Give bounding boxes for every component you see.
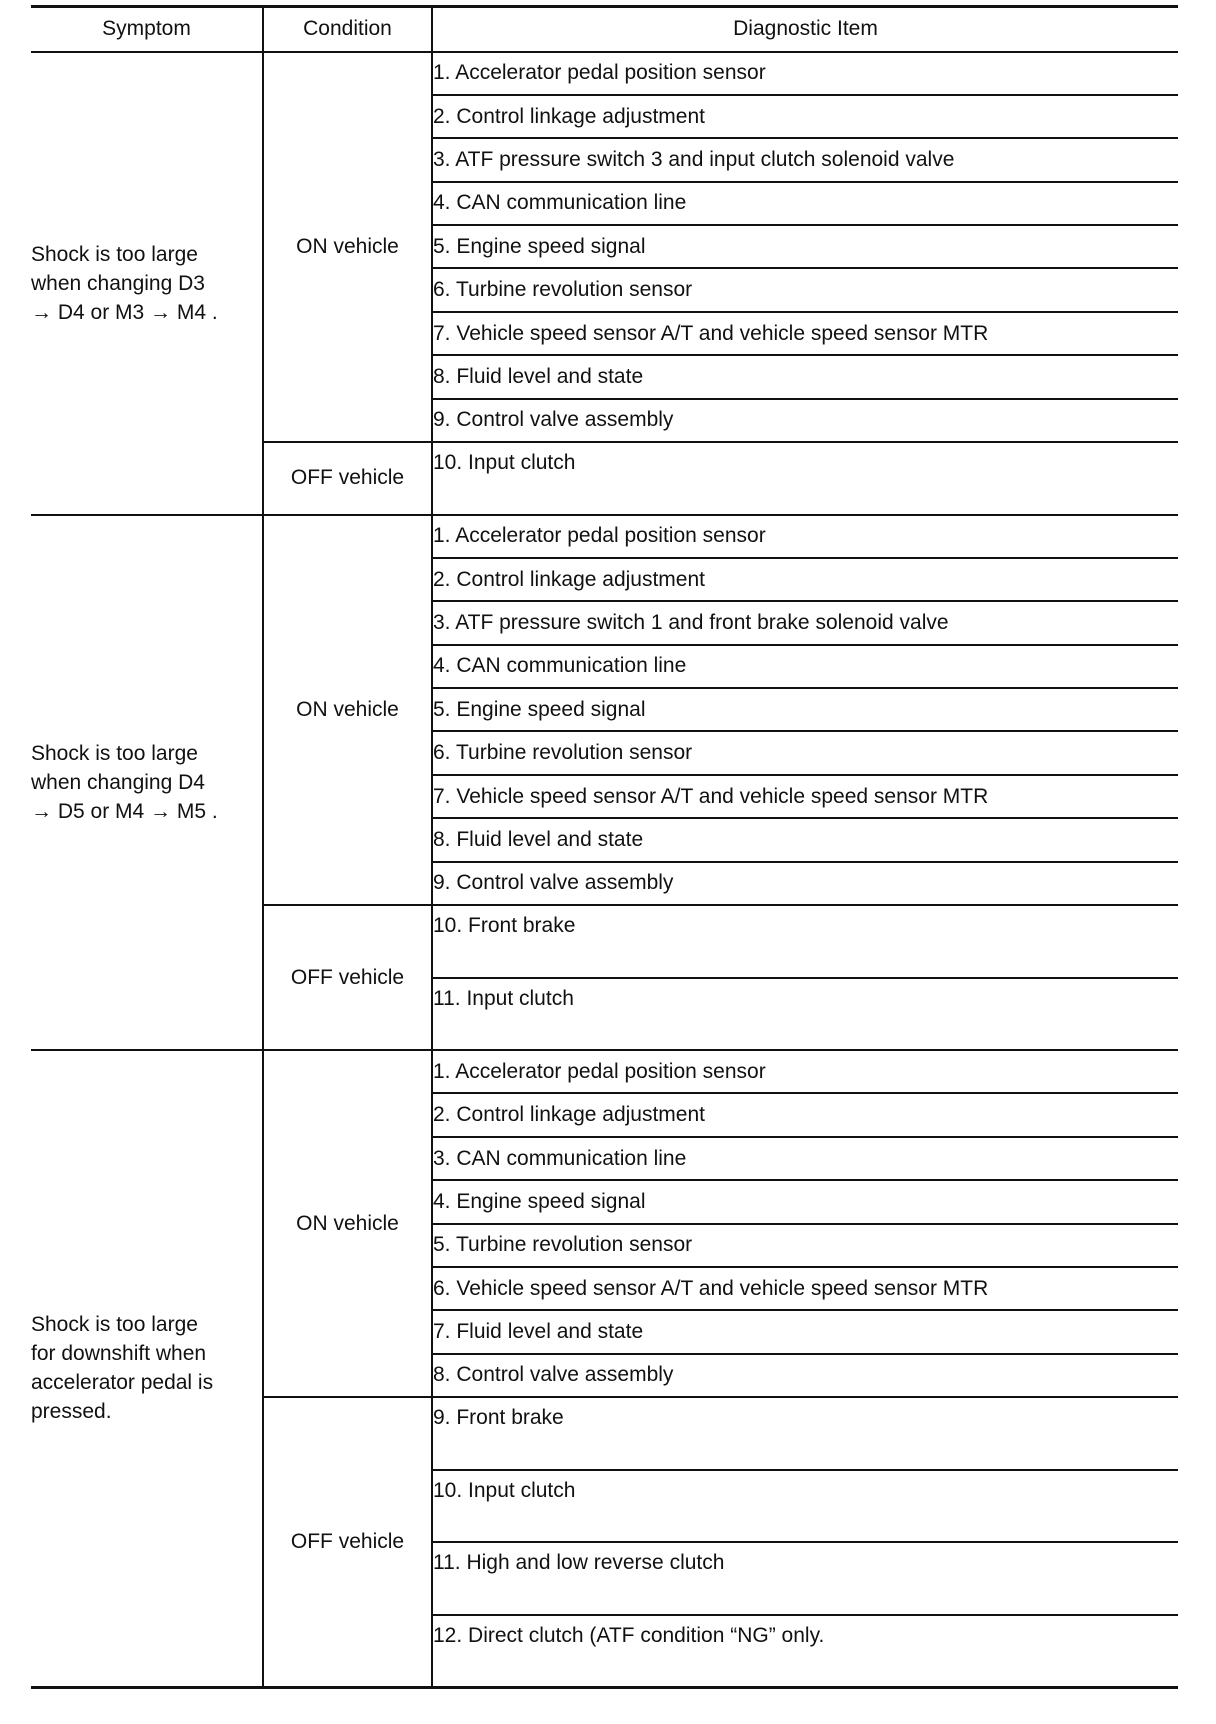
diagnostic-item: 7. Fluid level and state <box>432 1310 1178 1353</box>
diagnostic-item: 3. ATF pressure switch 1 and front brake solenoid valve <box>432 601 1178 644</box>
diagnostic-item: 2. Control linkage adjustment <box>432 1093 1178 1136</box>
diagnostic-item: 2. Control linkage adjustment <box>432 558 1178 601</box>
symptom-group <box>31 1050 1178 1687</box>
diagnostic-item: 5. Engine speed signal <box>432 225 1178 268</box>
diagnostic-item: 1. Accelerator pedal position sensor <box>432 52 1178 95</box>
diagnostic-item: 7. Vehicle speed sensor A/T and vehicle speed sensor MTR <box>432 312 1178 355</box>
diagnostic-item: 9. Control valve assembly <box>432 862 1178 905</box>
condition-off-vehicle: OFF vehicle <box>263 442 432 515</box>
diagnostic-item: 11. High and low reverse clutch <box>432 1542 1178 1615</box>
table-row <box>31 1050 1178 1093</box>
diagnostic-item: 11. Input clutch <box>432 978 1178 1051</box>
symptom-line: Shock is too large <box>31 242 198 266</box>
header-condition: Condition <box>263 7 432 52</box>
diagnostic-item: 12. Direct clutch (ATF condition “NG” only. <box>432 1615 1178 1688</box>
diagnostic-item: 4. CAN communication line <box>432 645 1178 688</box>
diagnostic-item: 8. Fluid level and state <box>432 355 1178 398</box>
diagnostic-item: 9. Front brake <box>432 1397 1178 1470</box>
condition-on-vehicle: ON vehicle <box>263 52 432 443</box>
symptom-cell <box>31 1050 263 1687</box>
symptom-line: when changing D3 <box>31 271 205 295</box>
symptom-group <box>31 52 1178 515</box>
symptom-group <box>31 515 1178 1051</box>
condition-off-vehicle: OFF vehicle <box>263 1397 432 1687</box>
diagnostic-item: 3. CAN communication line <box>432 1137 1178 1180</box>
diagnostic-item: 4. Engine speed signal <box>432 1180 1178 1223</box>
condition-off-vehicle: OFF vehicle <box>263 905 432 1050</box>
symptom-line: accelerator pedal is <box>31 1371 214 1395</box>
diagnostic-item: 4. CAN communication line <box>432 182 1178 225</box>
symptom-cell <box>31 52 263 515</box>
diagnostic-item: 6. Vehicle speed sensor A/T and vehicle speed sensor MTR <box>432 1267 1178 1310</box>
diagnostic-item: 2. Control linkage adjustment <box>432 95 1178 138</box>
diagnostic-item: 1. Accelerator pedal position sensor <box>432 1050 1178 1093</box>
symptom-line: pressed. <box>31 1400 112 1424</box>
diagnostic-item: 7. Vehicle speed sensor A/T and vehicle speed sensor MTR <box>432 775 1178 818</box>
table-row <box>31 52 1178 95</box>
condition-on-vehicle: ON vehicle <box>263 515 432 906</box>
diagnostic-item: 9. Control valve assembly <box>432 399 1178 442</box>
header-symptom: Symptom <box>31 7 263 52</box>
symptom-line: → D4 or M3 → M4 . <box>31 300 218 324</box>
diagnostic-item: 10. Input clutch <box>432 1470 1178 1543</box>
diagnostic-item: 5. Engine speed signal <box>432 688 1178 731</box>
diagnostic-item: 6. Turbine revolution sensor <box>432 731 1178 774</box>
symptom-cell <box>31 515 263 1051</box>
diagnostic-item: 5. Turbine revolution sensor <box>432 1224 1178 1267</box>
diagnostic-item: 1. Accelerator pedal position sensor <box>432 515 1178 558</box>
symptom-line: for downshift when <box>31 1342 207 1366</box>
diagnostic-item: 8. Control valve assembly <box>432 1354 1178 1397</box>
diagnostic-table <box>31 5 1178 1689</box>
symptom-line: when changing D4 <box>31 770 205 794</box>
symptom-line: → D5 or M4 → M5 . <box>31 799 218 823</box>
diagnostic-item: 8. Fluid level and state <box>432 818 1178 861</box>
table-header <box>31 7 1178 52</box>
condition-on-vehicle: ON vehicle <box>263 1050 432 1397</box>
symptom-line: Shock is too large <box>31 741 198 765</box>
diagnostic-item: 10. Input clutch <box>432 442 1178 515</box>
diagnostic-table-container <box>31 5 1178 1689</box>
header-diagnostic-item: Diagnostic Item <box>432 7 1178 52</box>
table-row <box>31 515 1178 558</box>
diagnostic-item: 3. ATF pressure switch 3 and input clutch solenoid valve <box>432 138 1178 181</box>
diagnostic-item: 10. Front brake <box>432 905 1178 978</box>
symptom-line: Shock is too large <box>31 1313 198 1337</box>
diagnostic-item: 6. Turbine revolution sensor <box>432 268 1178 311</box>
